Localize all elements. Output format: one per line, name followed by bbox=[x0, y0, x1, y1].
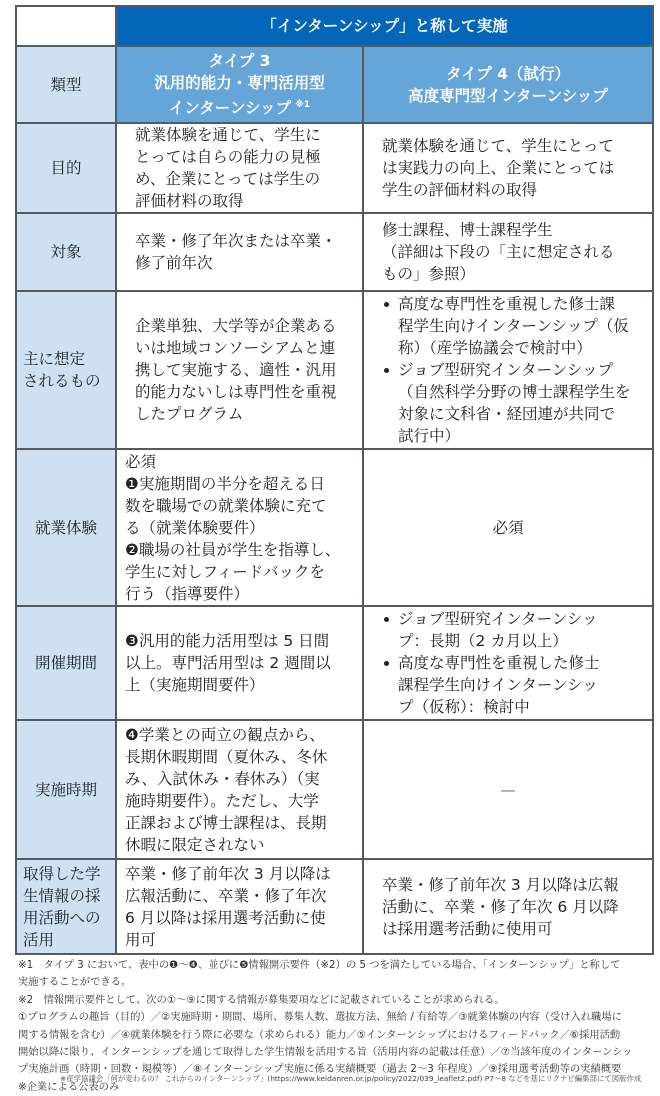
footnote-line: 実施することができる。 bbox=[18, 976, 132, 989]
text-line: 行う（指導要件） bbox=[125, 584, 250, 603]
type3-subtitle: 汎用的能力・専門活用型 bbox=[154, 73, 325, 92]
row-label-expected-programs bbox=[16, 291, 116, 449]
text-line: されるもの bbox=[23, 372, 101, 390]
text-line: 対象に文科省・経団連が共同で bbox=[398, 405, 616, 423]
type4-target bbox=[363, 213, 653, 291]
text-line: 長期休暇期間（夏休み、冬休 bbox=[125, 747, 328, 766]
corner-cell bbox=[16, 6, 116, 46]
row-label-timing: 実施時期 bbox=[16, 720, 116, 859]
text-line: ❸汎用的能力活用型は 5 日間 bbox=[125, 632, 330, 650]
text-line: 取得した学 bbox=[23, 864, 101, 883]
text-line: 主に想定 bbox=[23, 350, 86, 368]
header-row-types bbox=[16, 46, 653, 123]
text-line: したプログラム bbox=[135, 405, 244, 423]
text-line: 試行中） bbox=[398, 427, 461, 445]
type3-student-info-use bbox=[116, 859, 363, 954]
text-line: 広報活動に、卒業・修了年次 bbox=[125, 886, 327, 905]
type4-header bbox=[363, 46, 653, 123]
list-item bbox=[386, 652, 644, 718]
text-line: いは地域コンソーシアムと連 bbox=[135, 339, 336, 357]
type3-work-experience bbox=[116, 449, 363, 606]
type4-student-info-use bbox=[363, 859, 653, 954]
footnote-line: ※企業による公表のみ bbox=[18, 1080, 120, 1093]
table-row-target bbox=[16, 213, 653, 291]
type4-title: タイプ 4（試行） bbox=[446, 64, 570, 83]
row-label-duration: 開催期間 bbox=[16, 606, 116, 720]
source-credit: ※産学協議会「何が変わるの？ これからのインターンシップ」(https://www.keidanren.or.jp/policy/2022/039_leaflet2.pdf) P7〜8 などを基にリクナビ編集部にて図版作成 bbox=[60, 1074, 642, 1083]
text-line: 学生の評価材料の取得 bbox=[382, 181, 538, 199]
text-line: 6 月以降は採用選考活動に使 bbox=[125, 908, 326, 927]
type4-work-experience: 必須 bbox=[363, 449, 653, 606]
text-line: （自然科学分野の博士課程学生を bbox=[398, 383, 631, 401]
type3-duration bbox=[116, 606, 363, 720]
text-line: 修士課程、博士課程学生 bbox=[382, 221, 553, 239]
text-line: 評価材料の取得 bbox=[135, 192, 244, 210]
bullet-list bbox=[372, 608, 644, 718]
table-row-work-experience bbox=[16, 449, 653, 606]
type4-duration bbox=[363, 606, 653, 720]
text-line: め、企業にとっては学生の bbox=[135, 170, 321, 188]
text-line: 活用 bbox=[23, 930, 55, 949]
text-line: は採用選考活動に使用可 bbox=[382, 919, 553, 938]
footnote-line: 関する情報を含む）／④就業体験を行う際に必要な（求められる）能力／⑤インターンシップにおけるフィードバック／⑥採用活動 bbox=[18, 1028, 621, 1041]
text-line: み、入試休み・春休み）（実 bbox=[125, 769, 320, 788]
text-line: ❹学業との両立の観点から、 bbox=[125, 725, 325, 744]
text-line: 生情報の採 bbox=[23, 886, 101, 905]
text-line: ❷職場の社員が学生を指導し、 bbox=[125, 540, 341, 559]
type3-purpose bbox=[116, 123, 363, 213]
footnote-line: ①プログラムの趣旨（目的）／②実施時期・期間、場所、募集人数、選抜方法、無給 / 有給等／③就業体験の内容（受け入れ職場に bbox=[18, 1011, 622, 1024]
type3-header bbox=[116, 46, 363, 123]
text-line: 高度な専門性を重視した修士課 bbox=[398, 295, 616, 313]
type4-expected-programs bbox=[363, 291, 653, 449]
type3-expected-programs bbox=[116, 291, 363, 449]
table-row-expected-programs bbox=[16, 291, 653, 449]
type3-timing bbox=[116, 720, 363, 859]
list-item bbox=[386, 359, 644, 447]
text-line: 卒業・修了年次または卒業・ bbox=[135, 232, 337, 250]
text-line: 施時期要件）。ただし、大学 bbox=[125, 791, 319, 810]
text-line: 就業体験を通じて、学生に bbox=[135, 126, 321, 144]
text-line: 称）（産学協議会で検討中） bbox=[398, 339, 592, 357]
list-item bbox=[386, 293, 644, 359]
top-header: 「インターンシップ」と称して実施 bbox=[116, 6, 653, 46]
footnote-ref-1: ※1 bbox=[295, 99, 311, 110]
text-line: （詳細は下段の「主に想定される bbox=[382, 243, 615, 261]
text-line: 学生に対しフィードバックを bbox=[125, 562, 325, 581]
list-item bbox=[386, 608, 644, 652]
type4-timing: — bbox=[363, 720, 653, 859]
row-header-label: 類型 bbox=[16, 46, 116, 123]
table-row-duration bbox=[16, 606, 653, 720]
text-line: 修了前年次 bbox=[135, 254, 213, 272]
header-row-top bbox=[16, 6, 653, 46]
text-line: 程学生向けインターンシップ（仮 bbox=[398, 317, 629, 335]
type3-target bbox=[116, 213, 363, 291]
table-row-student-info-use bbox=[16, 859, 653, 954]
text-line: 卒業・修了前年次 3 月以降は bbox=[125, 864, 331, 883]
text-line: 以上。専門活用型は 2 週間以 bbox=[125, 654, 331, 672]
text-line: 卒業・修了前年次 3 月以降は広報 bbox=[382, 875, 619, 894]
footnote-line: ※2 情報開示要件として、次の①〜⑨に関する情報が募集要項などに記載されていることが求められる。 bbox=[18, 993, 505, 1006]
text-line: とっては自らの能力の見極 bbox=[135, 148, 321, 166]
text-line: 課程学生向けインターンシッ bbox=[398, 676, 598, 694]
text-line: は実践力の向上、企業にとっては bbox=[382, 159, 615, 177]
row-label-work-experience: 就業体験 bbox=[16, 449, 116, 606]
text-line: 的能力ないしは専門性を重視 bbox=[135, 383, 337, 401]
type3-subtitle-2 bbox=[125, 94, 354, 119]
row-label-target: 対象 bbox=[16, 213, 116, 291]
text-line: 正課および博士課程は、長期 bbox=[125, 813, 327, 832]
type4-purpose bbox=[363, 123, 653, 213]
text-line: 上（実施期間要件） bbox=[125, 676, 265, 694]
bullet-list bbox=[372, 293, 644, 447]
text-line: プ：長期（2 カ月以上） bbox=[398, 632, 568, 650]
footnote-line: 開始以降に限り、インターンシップを通じて取得した学生情報を活用する旨（活用内容の記載は任意）／⑦当該年度のインターンシッ bbox=[18, 1046, 633, 1059]
text-line: 就業体験を通じて、学生にとって bbox=[382, 137, 614, 155]
footnote-line: プ実施計画（時期・回数・規模等）／⑧インターンシップ実施に係る実績概要（過去 2〜3 年程度）／⑨採用選考活動等の実績概要 bbox=[18, 1063, 622, 1076]
text-line: 高度な専門性を重視した修士 bbox=[398, 654, 600, 672]
text-line: 必須 bbox=[125, 452, 157, 471]
text-line: 休暇に限定されない bbox=[125, 835, 265, 854]
row-label-purpose: 目的 bbox=[16, 123, 116, 213]
text-line: 企業単独、大学等が企業ある bbox=[135, 317, 337, 335]
row-label-student-info-use bbox=[16, 859, 116, 954]
text-line: ジョブ型研究インターンシッ bbox=[398, 610, 598, 628]
text-line: 用可 bbox=[125, 930, 157, 949]
text-line: もの」参照） bbox=[382, 265, 476, 283]
text-line: 用活動への bbox=[23, 908, 101, 927]
text-line: ❶実施期間の半分を超える日 bbox=[125, 474, 325, 493]
text-line: ジョブ型研究インターンシップ bbox=[398, 361, 614, 379]
type4-subtitle: 高度専門型インターンシップ bbox=[408, 86, 608, 105]
internship-comparison-table bbox=[15, 5, 654, 955]
footnote-line: ※1 タイプ 3 において、表中の❶〜❹、並びに❺情報開示要件（※2）の 5 つを満たしている場合、「インターンシップ」と称して bbox=[18, 959, 621, 971]
type3-subtitle-text: インターンシップ bbox=[168, 99, 292, 118]
text-line: 活動に、卒業・修了年次 6 月以降 bbox=[382, 897, 619, 916]
text-line: プ（仮称）：検討中 bbox=[398, 698, 530, 716]
text-line: る（就業体験要件） bbox=[125, 518, 265, 537]
type3-title: タイプ 3 bbox=[208, 51, 271, 70]
table-row-purpose bbox=[16, 123, 653, 213]
text-line: 数を職場での就業体験に充て bbox=[125, 496, 327, 515]
table-row-timing bbox=[16, 720, 653, 859]
text-line: 携して実施する、適性・汎用 bbox=[135, 361, 337, 379]
